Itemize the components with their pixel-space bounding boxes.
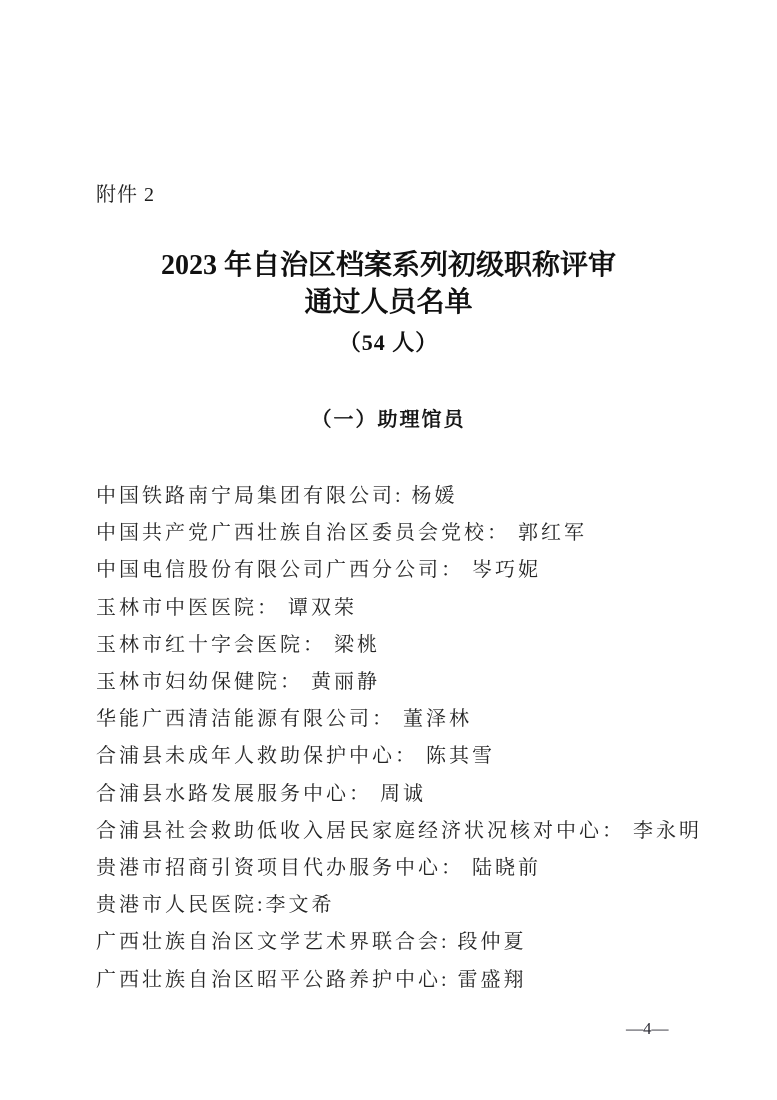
document-title-line-1: 2023 年自治区档案系列初级职称评审 [160, 250, 616, 281]
list-item: 合浦县水路发展服务中心： 周诚 [96, 782, 426, 805]
list-item: 贵港市人民医院:李文希 [96, 894, 335, 917]
person-count-label: （54 人） [338, 330, 439, 355]
document-title [0, 247, 777, 321]
list-item: 合浦县社会救助低收入居民家庭经济状况核对中心： 李永明 [96, 819, 702, 842]
list-item: 中国电信股份有限公司广西分公司： 岑巧妮 [96, 559, 541, 582]
document-title-line-2: 通过人员名单 [304, 287, 473, 318]
list-item: 玉林市中医医院： 谭双荣 [96, 596, 357, 619]
list-item: 玉林市红十字会医院： 梁桃 [96, 633, 380, 656]
list-item: 中国铁路南宁局集团有限公司: 杨媛 [96, 485, 458, 507]
list-item: 玉林市妇幼保健院： 黄丽静 [96, 671, 380, 694]
list-item: 贵港市招商引资项目代办服务中心： 陆晓前 [96, 857, 541, 880]
attachment-label: 附件 2 [96, 184, 155, 206]
page-number: —4— [626, 1019, 669, 1038]
list-item: 华能广西清洁能源有限公司： 董泽林 [96, 708, 472, 731]
list-item: 中国共产党广西壮族自治区委员会党校： 郭红军 [96, 522, 587, 545]
list-item: 广西壮族自治区昭平公路养护中心: 雷盛翔 [96, 968, 527, 991]
roster-list [96, 478, 702, 999]
list-item: 合浦县未成年人救助保护中心： 陈其雪 [96, 745, 495, 768]
list-item: 广西壮族自治区文学艺术界联合会: 段仲夏 [96, 931, 527, 954]
section-heading: （一）助理馆员 [311, 409, 466, 431]
